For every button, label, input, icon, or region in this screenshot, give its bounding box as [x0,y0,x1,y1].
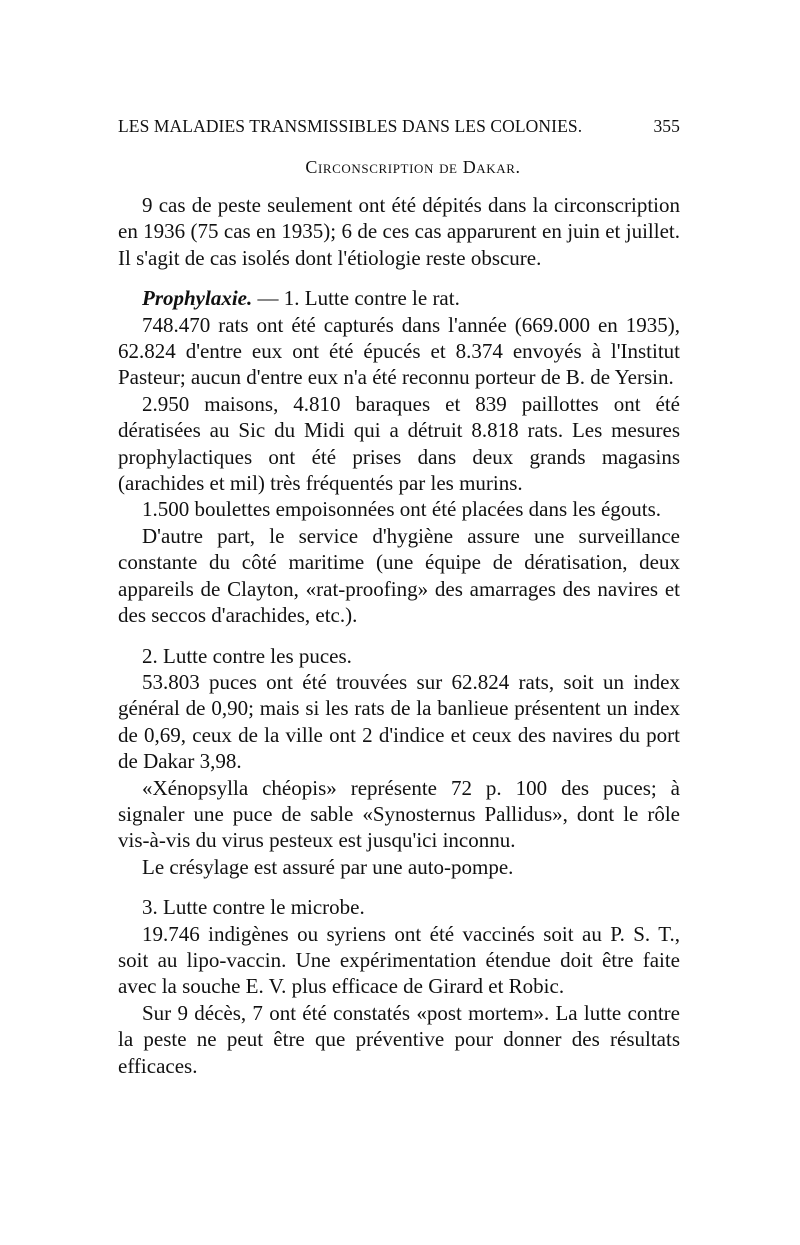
paragraph-rats-captured: 748.470 rats ont été capturés dans l'année (669.000 en 1935), 62.824 d'entre eux ont été épucés et 8.374 envoyés à l'Institut Pasteur; aucun d'entre eux n'a été reconnu porteur de B. de Yersin. [118,312,680,390]
running-head [118,112,680,140]
page-number: 355 [653,116,680,136]
running-title: LES MALADIES TRANSMISSIBLES DANS LES COLONIES. [118,116,583,136]
paragraph-puces-heading: 2. Lutte contre les puces. [142,643,352,668]
paragraph-xenopsylla: «Xénopsylla chéopis» représente 72 p. 100 des puces; à signaler une puce de sable «Synosternus Pallidus», dont le rôle vis-à-vis du virus pesteux est jusqu'ici inconnu. [118,775,680,853]
paragraph-deces: Sur 9 décès, 7 ont été constatés «post mortem». La lutte contre la peste ne peut être que préventive pour donner des résultats efficaces. [118,1000,680,1078]
paragraph-microbe-heading: 3. Lutte contre le microbe. [142,895,365,920]
body-text [118,192,680,1079]
paragraph-autre-part: D'autre part, le service d'hygiène assure une surveillance constante du côté maritime (une équipe de dératisation, deux appareils de Clayton, «rat-proofing» des amarrages des navires et des seccos d'arachides, etc.). [118,523,680,628]
prophylaxie-label: Prophylaxie. [142,286,253,311]
section-title: Circonscription de Dakar. [305,157,521,177]
page [118,112,680,1079]
paragraph-prophylaxie [118,285,680,311]
paragraph-puces-found: 53.803 puces ont été trouvées sur 62.824 rats, soit un index général de 0,90; mais si les rats de la banlieue présentent un index de 0,69, ceux de la ville ont 2 d'indice et ceux des navires du port de Dakar 3,98. [118,669,680,774]
paragraph-boulettes: 1.500 boulettes empoisonnées ont été placées dans les égouts. [142,497,662,522]
paragraph-maisons: 2.950 maisons, 4.810 baraques et 839 paillottes ont été dératisées au Sic du Midi qui a détruit 8.818 rats. Les mesures prophylactiques ont été prises dans deux grands magasins (arachides et mil) très fréquentés par les murins. [118,391,680,496]
paragraph-vaccines: 19.746 indigènes ou syriens ont été vaccinés soit au P. S. T., soit au lipo-vaccin. Une expérimentation étendue doit être faite avec la souche E. V. plus efficace de Girard et Robic. [118,921,680,999]
paragraph-cresylage: Le crésylage est assuré par une auto-pompe. [142,854,514,879]
paragraph-intro: 9 cas de peste seulement ont été dépités dans la circonscription en 1936 (75 cas en 1935); 6 de ces cas apparurent en juin et juillet. Il s'agit de cas isolés dont l'étiologie reste obscure. [118,193,680,270]
prophylaxie-heading: — 1. Lutte contre le rat. [252,286,460,311]
